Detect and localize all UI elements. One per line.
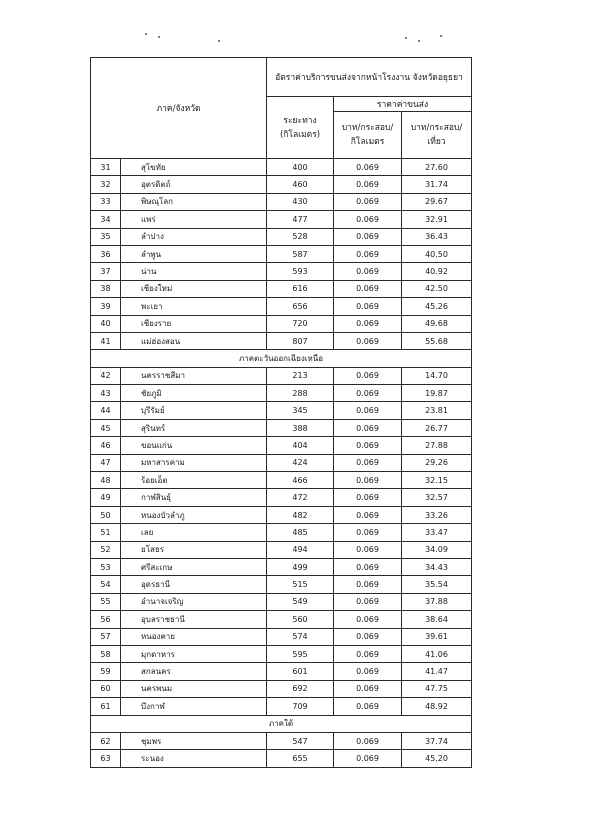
row-number-cell: 49 [91, 489, 121, 506]
rate-per-km-cell: 0.069 [334, 280, 402, 297]
rate-per-km-cell: 0.069 [334, 315, 402, 332]
distance-cell: 560 [267, 611, 334, 628]
rate-per-trip-cell: 48.92 [402, 698, 472, 715]
distance-cell: 288 [267, 385, 334, 402]
province-name-cell: ชัยภูมิ [121, 385, 267, 402]
table-row [91, 245, 472, 262]
distance-cell: 656 [267, 298, 334, 315]
distance-cell: 515 [267, 576, 334, 593]
province-name-cell: อุบลราชธานี [121, 611, 267, 628]
table-row [91, 437, 472, 454]
rate-per-trip-cell: 36.43 [402, 228, 472, 245]
distance-cell: 587 [267, 245, 334, 262]
row-number-cell: 55 [91, 593, 121, 610]
province-name-cell: พะเยา [121, 298, 267, 315]
rate-per-trip-cell: 32.91 [402, 211, 472, 228]
table-row [91, 680, 472, 697]
rate-per-trip-cell: 27.60 [402, 159, 472, 176]
province-name-cell: ลำปาง [121, 228, 267, 245]
distance-cell: 655 [267, 750, 334, 767]
row-number-cell: 31 [91, 159, 121, 176]
table-row [91, 280, 472, 297]
row-number-cell: 46 [91, 437, 121, 454]
rate-per-km-cell: 0.069 [334, 541, 402, 558]
distance-cell: 472 [267, 489, 334, 506]
table-row [91, 228, 472, 245]
distance-cell: 485 [267, 524, 334, 541]
region-label: ภาคตะวันออกเฉียงเหนือ [91, 350, 472, 367]
row-number-cell: 35 [91, 228, 121, 245]
distance-cell: 601 [267, 663, 334, 680]
province-name-cell: เลย [121, 524, 267, 541]
row-number-cell: 61 [91, 698, 121, 715]
province-name-cell: ร้อยเอ็ด [121, 472, 267, 489]
province-name-cell: บึงกาฬ [121, 698, 267, 715]
distance-cell: 574 [267, 628, 334, 645]
rate-per-km-cell: 0.069 [334, 750, 402, 767]
province-name-cell: ชุมพร [121, 732, 267, 749]
row-number-cell: 43 [91, 385, 121, 402]
rate-per-km-cell: 0.069 [334, 489, 402, 506]
row-number-cell: 57 [91, 628, 121, 645]
province-name-cell: น่าน [121, 263, 267, 280]
distance-cell: 213 [267, 367, 334, 384]
province-column-header: ภาค/จังหวัด [91, 58, 267, 159]
rate-per-km-header: บาท/กระสอบ/ กิโลเมตร [334, 112, 402, 159]
distance-cell: 720 [267, 315, 334, 332]
rate-per-trip-cell: 29.26 [402, 454, 472, 471]
row-number-cell: 38 [91, 280, 121, 297]
table-row [91, 506, 472, 523]
province-name-cell: บุรีรัมย์ [121, 402, 267, 419]
region-label: ภาคใต้ [91, 715, 472, 732]
province-name-cell: กาฬสินธุ์ [121, 489, 267, 506]
rate-per-km-cell: 0.069 [334, 367, 402, 384]
rate-per-trip-cell: 19.87 [402, 385, 472, 402]
province-name-cell: นครราชสีมา [121, 367, 267, 384]
rate-per-km-cell: 0.069 [334, 437, 402, 454]
rate-per-trip-cell: 33.47 [402, 524, 472, 541]
province-name-cell: อำนาจเจริญ [121, 593, 267, 610]
province-name-cell: มหาสารคาม [121, 454, 267, 471]
distance-cell: 424 [267, 454, 334, 471]
table-row [91, 159, 472, 176]
distance-cell: 547 [267, 732, 334, 749]
province-name-cell: นครพนม [121, 680, 267, 697]
rate-per-trip-cell: 49.68 [402, 315, 472, 332]
rate-per-km-cell: 0.069 [334, 611, 402, 628]
rate-per-km-cell: 0.069 [334, 732, 402, 749]
rate-per-km-cell: 0.069 [334, 576, 402, 593]
distance-cell: 388 [267, 419, 334, 436]
distance-column-header: ระยะทาง (กิโลเมตร) [267, 97, 334, 159]
table-row [91, 698, 472, 715]
rate-per-trip-header: บาท/กระสอบ/ เที่ยว [402, 112, 472, 159]
rate-per-km-cell: 0.069 [334, 263, 402, 280]
table-row [91, 541, 472, 558]
table-row [91, 298, 472, 315]
row-number-cell: 44 [91, 402, 121, 419]
province-name-cell: ศรีสะเกษ [121, 558, 267, 575]
rate-per-km-cell: 0.069 [334, 698, 402, 715]
row-number-cell: 34 [91, 211, 121, 228]
table-row [91, 472, 472, 489]
rate-per-trip-cell: 37.74 [402, 732, 472, 749]
table-row [91, 576, 472, 593]
rate-per-km-cell: 0.069 [334, 645, 402, 662]
distance-cell: 807 [267, 332, 334, 349]
rate-per-km-cell: 0.069 [334, 332, 402, 349]
row-number-cell: 56 [91, 611, 121, 628]
province-name-cell: ระนอง [121, 750, 267, 767]
rate-per-trip-cell: 32.57 [402, 489, 472, 506]
rate-per-trip-cell: 38.64 [402, 611, 472, 628]
table-row [91, 454, 472, 471]
rate-per-km-cell: 0.069 [334, 558, 402, 575]
rate-per-trip-cell: 35.54 [402, 576, 472, 593]
province-name-cell: พิษณุโลก [121, 193, 267, 210]
rate-per-km-cell: 0.069 [334, 211, 402, 228]
region-row [91, 715, 472, 732]
table-row [91, 611, 472, 628]
table-row [91, 524, 472, 541]
province-name-cell: เชียงใหม่ [121, 280, 267, 297]
rate-per-trip-cell: 32.15 [402, 472, 472, 489]
row-number-cell: 33 [91, 193, 121, 210]
row-number-cell: 54 [91, 576, 121, 593]
distance-cell: 593 [267, 263, 334, 280]
distance-cell: 482 [267, 506, 334, 523]
table-row [91, 750, 472, 767]
header-row [91, 58, 472, 97]
distance-cell: 494 [267, 541, 334, 558]
distance-cell: 499 [267, 558, 334, 575]
distance-cell: 709 [267, 698, 334, 715]
table-title: อัตราค่าบริการขนส่งจากหน้าโรงงาน จังหวัดอยุธยา [267, 58, 472, 97]
table-row [91, 558, 472, 575]
table-row [91, 402, 472, 419]
rate-per-trip-cell: 47.75 [402, 680, 472, 697]
table-row [91, 385, 472, 402]
distance-cell: 345 [267, 402, 334, 419]
distance-cell: 528 [267, 228, 334, 245]
distance-cell: 616 [267, 280, 334, 297]
rate-per-km-cell: 0.069 [334, 245, 402, 262]
distance-cell: 549 [267, 593, 334, 610]
rate-per-trip-cell: 45.26 [402, 298, 472, 315]
province-name-cell: อุตรดิตถ์ [121, 176, 267, 193]
distance-cell: 404 [267, 437, 334, 454]
rate-per-km-cell: 0.069 [334, 228, 402, 245]
rate-per-km-cell: 0.069 [334, 193, 402, 210]
shipping-rate-table [90, 57, 472, 768]
province-name-cell: แพร่ [121, 211, 267, 228]
rate-per-km-cell: 0.069 [334, 176, 402, 193]
rate-per-trip-cell: 23.81 [402, 402, 472, 419]
rate-per-trip-cell: 26.77 [402, 419, 472, 436]
row-number-cell: 40 [91, 315, 121, 332]
row-number-cell: 62 [91, 732, 121, 749]
province-name-cell: หนองคาย [121, 628, 267, 645]
row-number-cell: 52 [91, 541, 121, 558]
rate-per-km-cell: 0.069 [334, 298, 402, 315]
rate-per-km-cell: 0.069 [334, 680, 402, 697]
table-row [91, 332, 472, 349]
rate-per-km-cell: 0.069 [334, 454, 402, 471]
row-number-cell: 53 [91, 558, 121, 575]
rate-per-km-cell: 0.069 [334, 628, 402, 645]
rate-per-trip-cell: 40.92 [402, 263, 472, 280]
rate-per-km-cell: 0.069 [334, 419, 402, 436]
row-number-cell: 39 [91, 298, 121, 315]
province-name-cell: สุรินทร์ [121, 419, 267, 436]
row-number-cell: 37 [91, 263, 121, 280]
table-row [91, 593, 472, 610]
province-name-cell: อุดรธานี [121, 576, 267, 593]
table-row [91, 176, 472, 193]
row-number-cell: 48 [91, 472, 121, 489]
table-row [91, 211, 472, 228]
table-row [91, 732, 472, 749]
rate-per-trip-cell: 29.67 [402, 193, 472, 210]
distance-cell: 430 [267, 193, 334, 210]
rate-per-trip-cell: 41.06 [402, 645, 472, 662]
row-number-cell: 63 [91, 750, 121, 767]
province-name-cell: สุโขทัย [121, 159, 267, 176]
rate-per-trip-cell: 40.50 [402, 245, 472, 262]
rate-per-km-cell: 0.069 [334, 663, 402, 680]
table-row [91, 263, 472, 280]
table-row [91, 628, 472, 645]
distance-cell: 595 [267, 645, 334, 662]
row-number-cell: 36 [91, 245, 121, 262]
distance-cell: 692 [267, 680, 334, 697]
province-name-cell: ยโสธร [121, 541, 267, 558]
rate-per-km-cell: 0.069 [334, 524, 402, 541]
rate-per-trip-cell: 31.74 [402, 176, 472, 193]
price-group-header: ราคาค่าขนส่ง [334, 97, 472, 112]
row-number-cell: 50 [91, 506, 121, 523]
rate-per-km-cell: 0.069 [334, 385, 402, 402]
rate-per-km-cell: 0.069 [334, 472, 402, 489]
province-name-cell: เชียงราย [121, 315, 267, 332]
table-row [91, 663, 472, 680]
rate-per-trip-cell: 41.47 [402, 663, 472, 680]
province-name-cell: หนองบัวลำภู [121, 506, 267, 523]
distance-cell: 466 [267, 472, 334, 489]
row-number-cell: 32 [91, 176, 121, 193]
row-number-cell: 60 [91, 680, 121, 697]
rate-per-trip-cell: 45.20 [402, 750, 472, 767]
row-number-cell: 59 [91, 663, 121, 680]
rate-per-trip-cell: 34.09 [402, 541, 472, 558]
row-number-cell: 58 [91, 645, 121, 662]
table-row [91, 315, 472, 332]
rate-per-trip-cell: 42.50 [402, 280, 472, 297]
rate-per-trip-cell: 55.68 [402, 332, 472, 349]
row-number-cell: 47 [91, 454, 121, 471]
province-name-cell: สกลนคร [121, 663, 267, 680]
rate-per-trip-cell: 33.26 [402, 506, 472, 523]
rate-per-trip-cell: 14.70 [402, 367, 472, 384]
province-name-cell: ลำพูน [121, 245, 267, 262]
rate-per-km-cell: 0.069 [334, 506, 402, 523]
rate-per-km-cell: 0.069 [334, 402, 402, 419]
rate-per-trip-cell: 34.43 [402, 558, 472, 575]
distance-cell: 400 [267, 159, 334, 176]
distance-cell: 477 [267, 211, 334, 228]
province-name-cell: ขอนแก่น [121, 437, 267, 454]
table-row [91, 489, 472, 506]
table-row [91, 419, 472, 436]
rate-per-km-cell: 0.069 [334, 593, 402, 610]
table-row [91, 645, 472, 662]
rate-per-trip-cell: 37.88 [402, 593, 472, 610]
row-number-cell: 41 [91, 332, 121, 349]
row-number-cell: 51 [91, 524, 121, 541]
rate-per-trip-cell: 27.88 [402, 437, 472, 454]
table-row [91, 193, 472, 210]
rate-per-trip-cell: 39.61 [402, 628, 472, 645]
rate-per-km-cell: 0.069 [334, 159, 402, 176]
region-row [91, 350, 472, 367]
row-number-cell: 42 [91, 367, 121, 384]
table-row [91, 367, 472, 384]
province-name-cell: แม่ฮ่องสอน [121, 332, 267, 349]
distance-cell: 460 [267, 176, 334, 193]
row-number-cell: 45 [91, 419, 121, 436]
province-name-cell: มุกดาหาร [121, 645, 267, 662]
